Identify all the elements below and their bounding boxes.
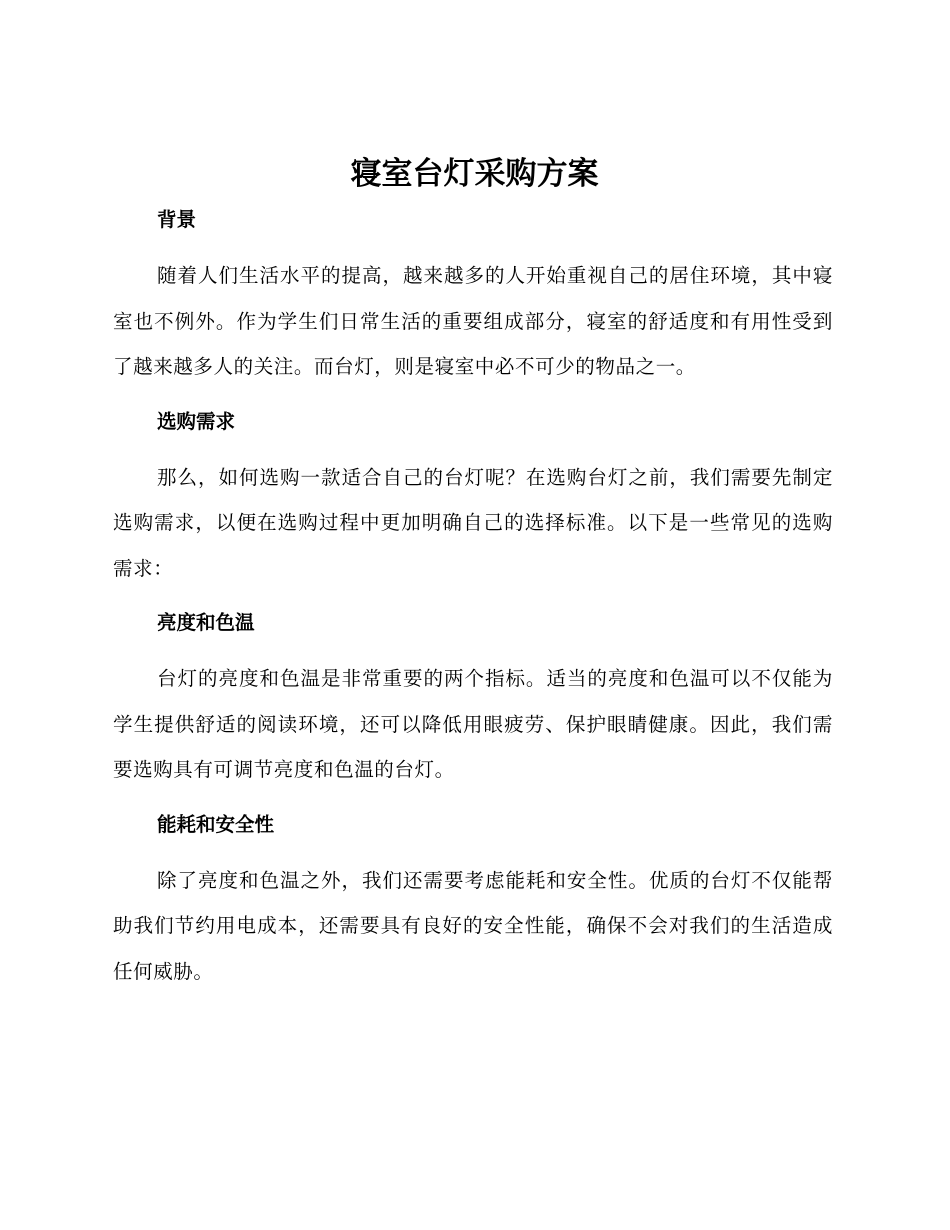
section-paragraph-brightness-color-temperature: 台灯的亮度和色温是非常重要的两个指标。适当的亮度和色温可以不仅能为学生提供舒适的阅读环境，还可以降低用眼疲劳、保护眼睛健康。因此，我们需要选购具有可调节亮度和色温的台灯。: [113, 667, 833, 781]
section-paragraph-purchase-requirements: 那么，如何选购一款适合自己的台灯呢？在选购台灯之前，我们需要先制定选购需求，以便在选购过程中更加明确自己的选择标准。以下是一些常见的选购需求：: [113, 465, 833, 580]
section-heading-brightness-color-temperature: 亮度和色温: [157, 611, 255, 634]
section-heading-energy-safety: 能耗和安全性: [157, 812, 275, 836]
section-paragraph-background: 随着人们生活水平的提高，越来越多的人开始重视自己的居住环境，其中寝室也不例外。作为学生们日常生活的重要组成部分，寝室的舒适度和有用性受到了越来越多人的关注。而台灯，则是寝室中必不可少的物品之一。: [113, 264, 833, 378]
document-title: 寝室台灯采购方案: [350, 156, 599, 192]
section-heading-background: 背景: [157, 208, 197, 231]
document-content: [113, 148, 833, 994]
section-heading-purchase-requirements: 选购需求: [157, 409, 236, 433]
section-paragraph-energy-safety: 除了亮度和色温之外，我们还需要考虑能耗和安全性。优质的台灯不仅能帮助我们节约用电成本，还需要具有良好的安全性能，确保不会对我们的生活造成任何威胁。: [113, 868, 833, 983]
